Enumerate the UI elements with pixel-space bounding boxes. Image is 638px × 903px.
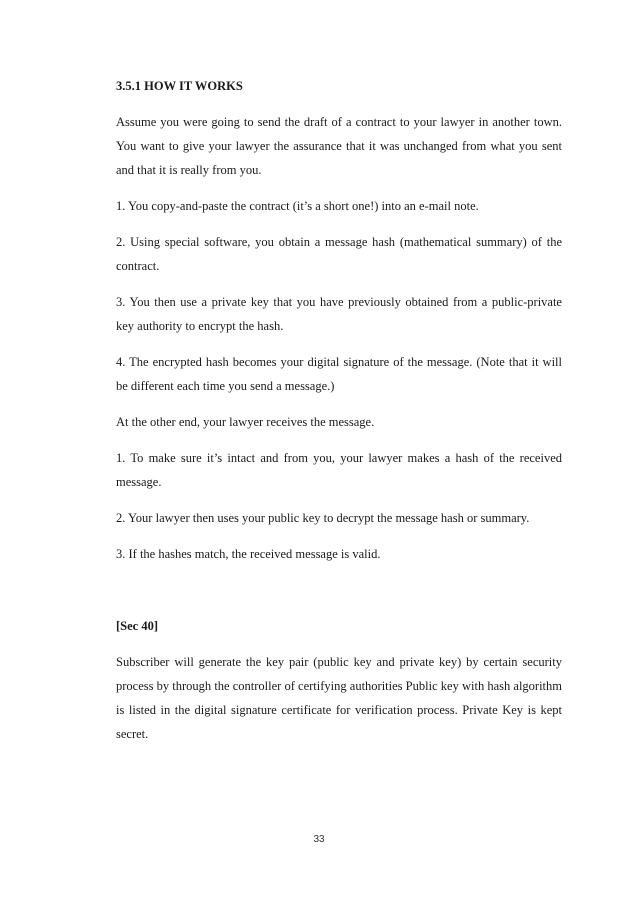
sec-40-heading: [Sec 40] bbox=[116, 619, 158, 633]
receiver-step-2: 2. Your lawyer then uses your public key to decrypt the message hash or summary. bbox=[116, 511, 530, 525]
sender-step-4: 4. The encrypted hash becomes your digital signature of the message. (Note that it will be different each time you send a message.) bbox=[116, 355, 562, 393]
page-number: 33 bbox=[313, 834, 325, 845]
section-spacer bbox=[116, 578, 562, 614]
sender-step-3: 3. You then use a private key that you have previously obtained from a public-private key authority to encrypt the hash. bbox=[116, 295, 562, 333]
document-page bbox=[116, 74, 562, 758]
receiver-step-3: 3. If the hashes match, the received message is valid. bbox=[116, 547, 381, 561]
intro-paragraph: Assume you were going to send the draft of a contract to your lawyer in another town. You want to give your lawyer the assurance that it was unchanged from what you sent and that it is really from you. bbox=[116, 115, 562, 177]
sender-step-2: 2. Using special software, you obtain a message hash (mathematical summary) of the contract. bbox=[116, 235, 562, 273]
sec-40-paragraph: Subscriber will generate the key pair (public key and private key) by certain security process by through the controller of certifying authorities Public key with hash algorithm is listed in the digital signature certificate for verification process. Private Key is kept secret. bbox=[116, 655, 562, 741]
sender-step-1: 1. You copy-and-paste the contract (it’s a short one!) into an e-mail note. bbox=[116, 199, 479, 213]
receiver-intro: At the other end, your lawyer receives the message. bbox=[116, 415, 375, 429]
receiver-step-1: 1. To make sure it’s intact and from you, your lawyer makes a hash of the received message. bbox=[116, 451, 562, 489]
section-heading: 3.5.1 HOW IT WORKS bbox=[116, 79, 243, 93]
